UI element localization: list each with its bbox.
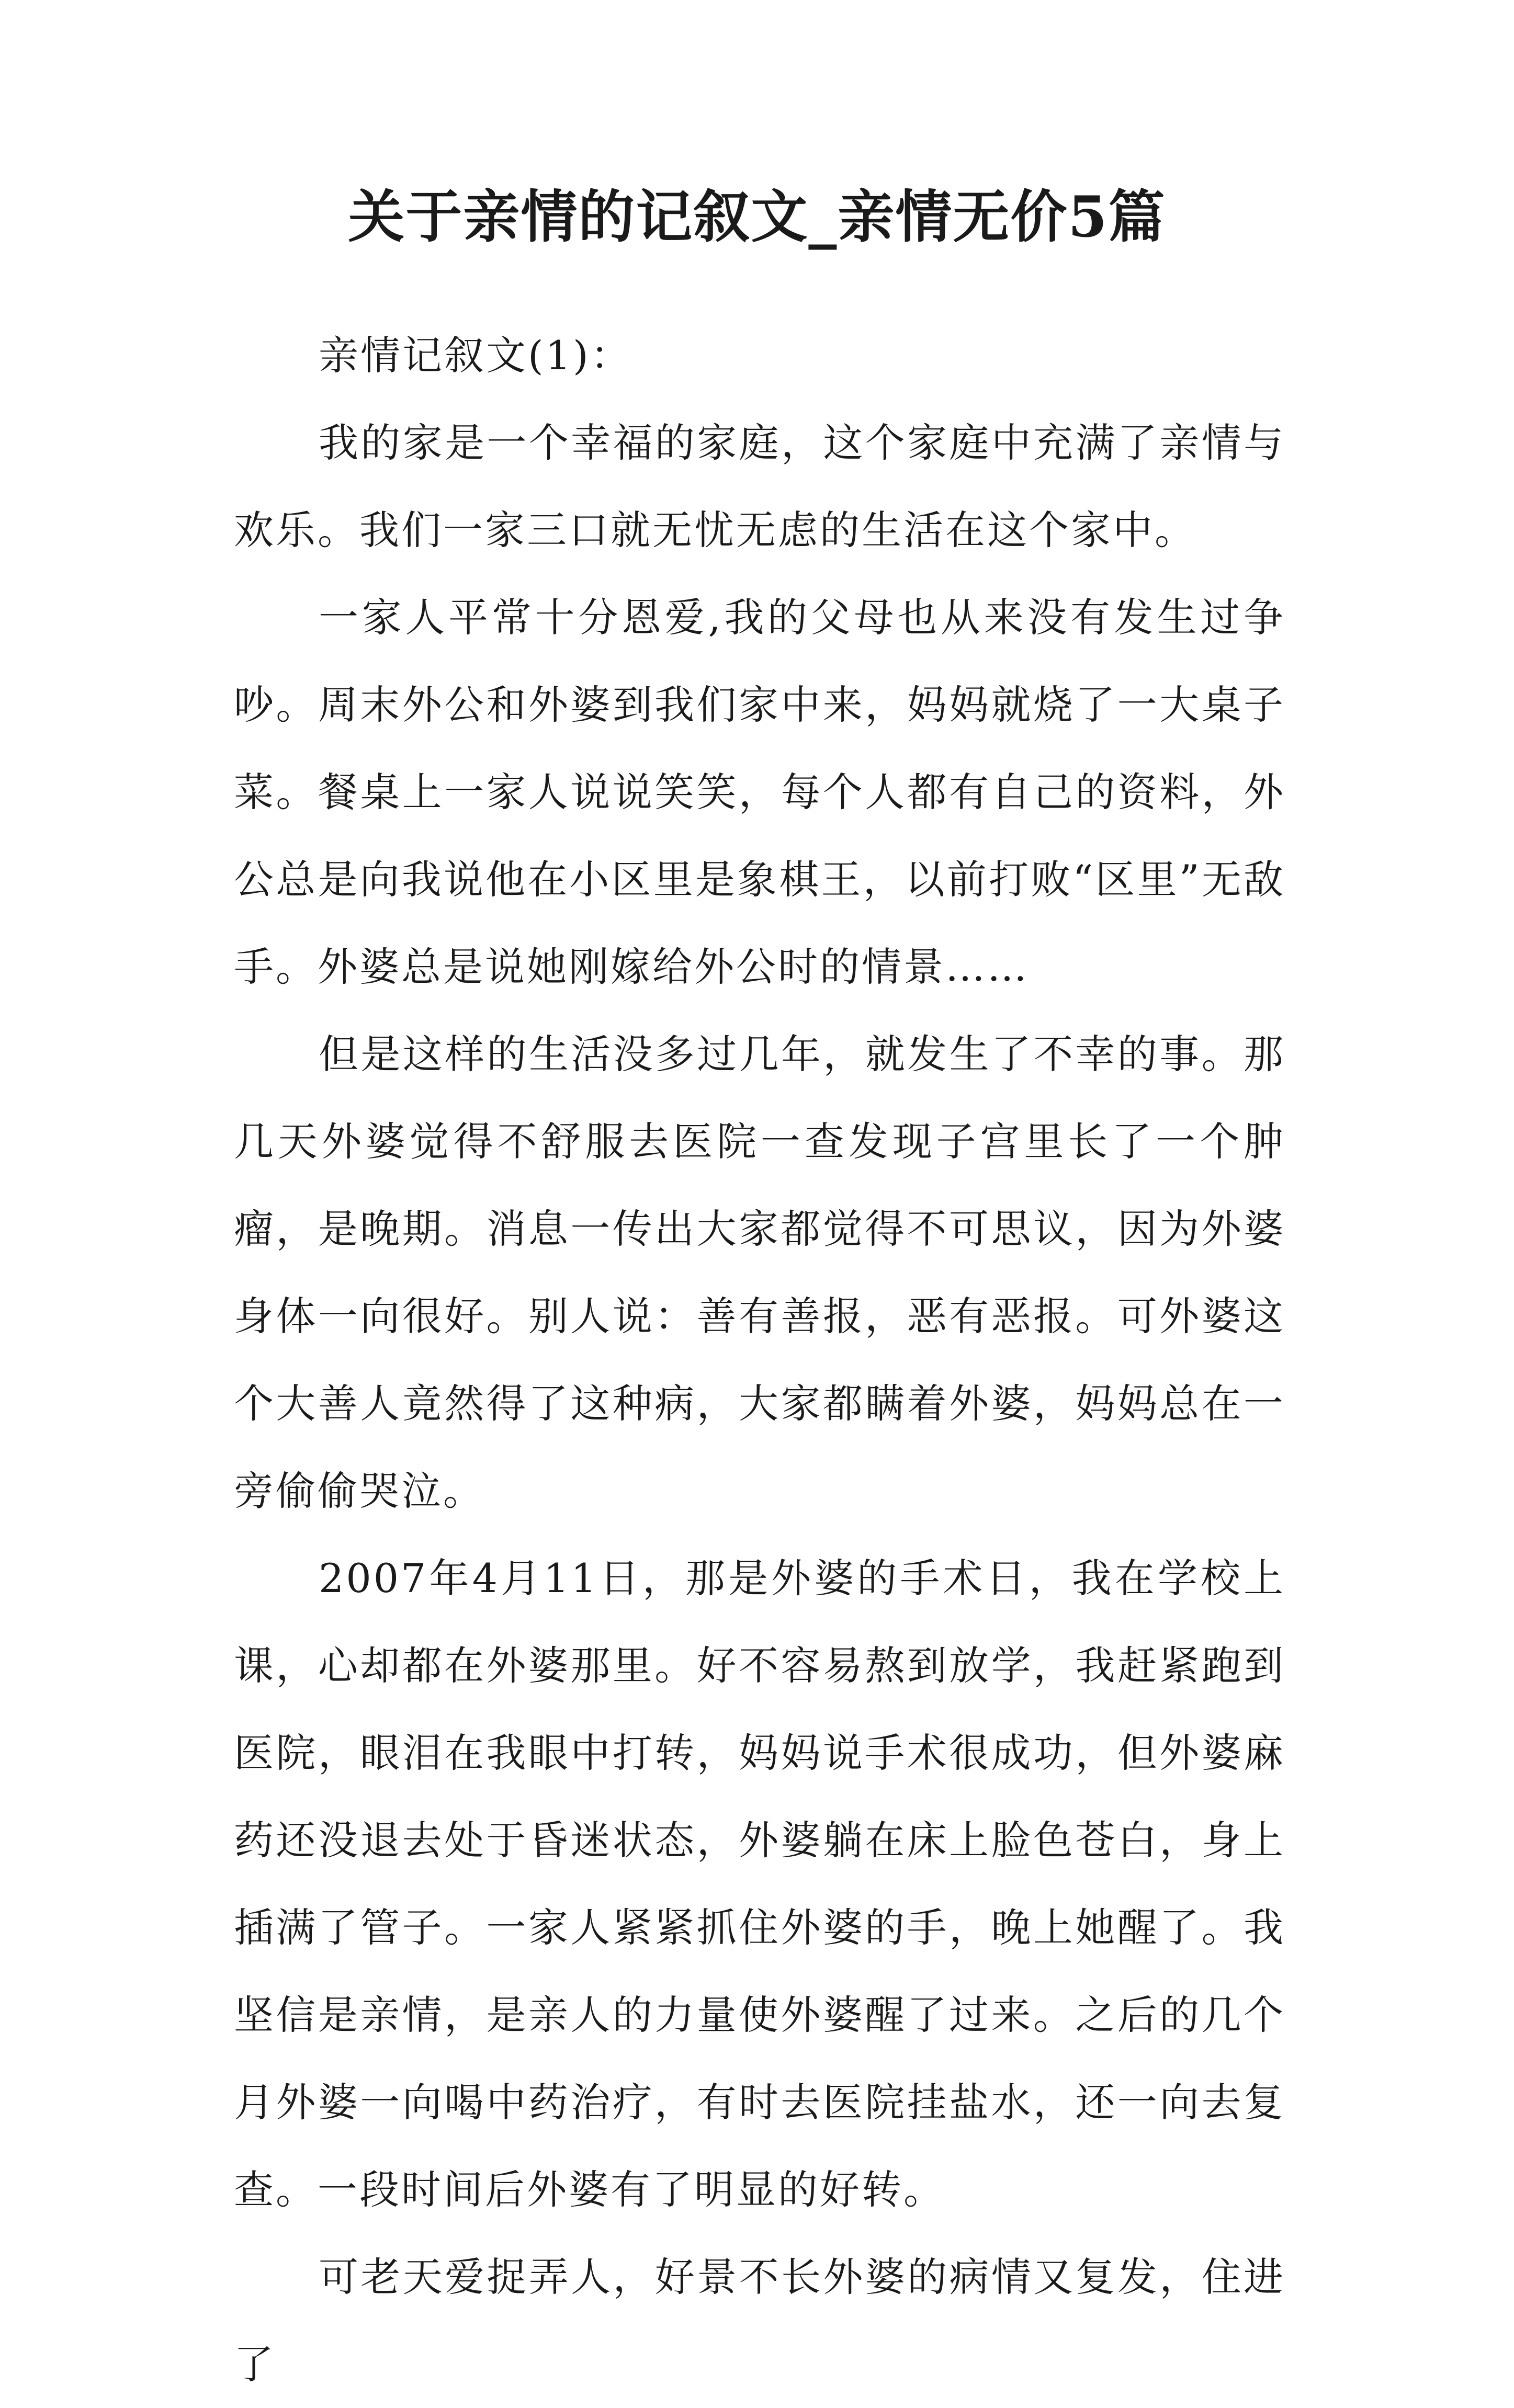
paragraph: 亲情记叙文(1)： [319,332,632,379]
document-title: 关于亲情的记叙文_亲情无价5篇 [348,184,1166,250]
document-body [234,312,1285,2408]
paragraph: 一家人平常十分恩爱,我的父母也从来没有发生过争吵。周末外公和外婆到我们家中来，妈妈就烧了一大桌子菜。餐桌上一家人说说笑笑，每个人都有自己的资料，外公总是向我说他在小区里是象棋王，以前打败“区里”无敌手。外婆总是说她刚嫁给外公时的情景…… [234,594,1285,990]
paragraph: 可老天爱捉弄人，好景不长外婆的病情又复发，住进了 [234,2254,1285,2388]
paragraph: 但是这样的生活没多过几年，就发生了不幸的事。那几天外婆觉得不舒服去医院一查发现子宫里长了一个肿瘤，是晚期。消息一传出大家都觉得不可思议，因为外婆身体一向很好。别人说：善有善报，恶有恶报。可外婆这个大善人竟然得了这种病，大家都瞒着外婆，妈妈总在一旁偷偷哭泣。 [234,1031,1285,1514]
paragraph: 我的家是一个幸福的家庭，这个家庭中充满了亲情与欢乐。我们一家三口就无忧无虑的生活在这个家中。 [234,419,1285,553]
paragraph: 2007年4月11日，那是外婆的手术日，我在学校上课，心却都在外婆那里。好不容易熬到放学，我赶紧跑到医院，眼泪在我眼中打转，妈妈说手术很成功，但外婆麻药还没退去处于昏迷状态，外婆躺在床上脸色苍白，身上插满了管子。一家人紧紧抓住外婆的手，晚上她醒了。我坚信是亲情，是亲人的力量使外婆醒了过来。之后的几个月外婆一向喝中药治疗，有时去医院挂盐水，还一向去复查。一段时间后外婆有了明显的好转。 [234,1555,1285,2213]
